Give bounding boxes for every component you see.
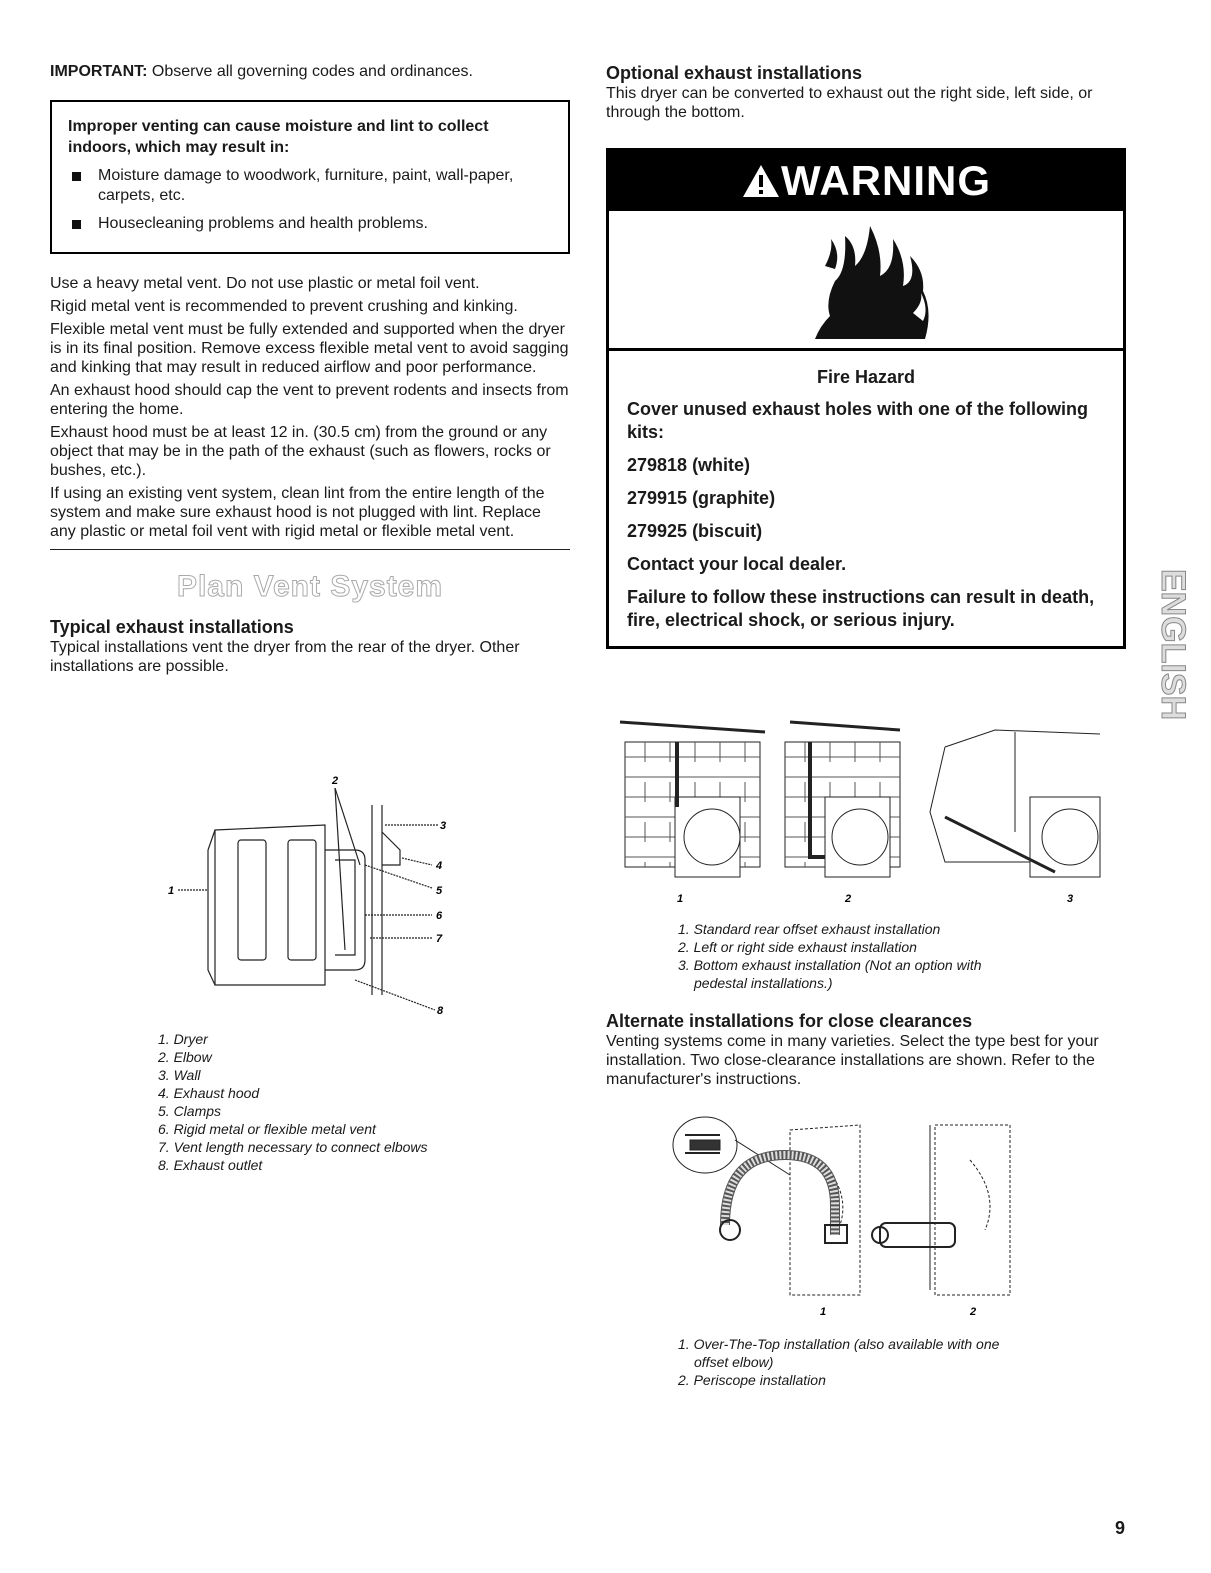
install-label: 1	[677, 893, 684, 905]
caution-title: Improper venting can cause moisture and lint to collect indoors, which may result in:	[68, 118, 489, 156]
diagram-label: 7	[436, 933, 443, 945]
warning-line: 279915 (graphite)	[627, 488, 776, 508]
warning-line: Contact your local dealer.	[627, 554, 847, 574]
alt-label: 2	[970, 1306, 977, 1318]
section-title: Plan Vent System	[176, 570, 444, 603]
paragraph: Use a heavy metal vent. Do not use plastic or metal foil vent.	[50, 275, 480, 292]
legend-item: 2. Elbow	[158, 1049, 212, 1065]
section-divider	[50, 549, 570, 550]
page-number: 9	[1115, 1518, 1126, 1538]
alternate-heading: Alternate installations for close clearances	[606, 1011, 973, 1031]
paragraph: Flexible metal vent must be fully extended and supported when the dryer is in its final position. Remove excess flexible metal vent to avoid sagging and kinking that may result in reduced airflow and poor performance.	[50, 321, 569, 376]
language-side-tab	[1150, 565, 1192, 760]
typical-heading: Typical exhaust installations	[50, 617, 294, 637]
legend-item: 6. Rigid metal or flexible metal vent	[158, 1121, 376, 1137]
legend-item: 3. Bottom exhaust installation (Not an option with	[678, 957, 982, 973]
legend-item: 1. Over-The-Top installation (also available with one	[678, 1336, 1000, 1352]
warning-icon-area	[609, 211, 1123, 351]
legend-item: pedestal installations.)	[694, 975, 833, 991]
caution-list	[68, 166, 552, 234]
warning-line: 279818 (white)	[627, 455, 751, 475]
caution-item: Moisture damage to woodwork, furniture, paint, wall-paper, carpets, etc.	[68, 166, 552, 206]
install-label: 2	[845, 893, 852, 905]
fire-hazard-icon	[805, 221, 935, 341]
legend-item: 7. Vent length necessary to connect elbows	[158, 1139, 428, 1155]
install-label: 3	[1067, 893, 1074, 905]
warning-body	[609, 351, 1123, 646]
caution-item: Housecleaning problems and health problems.	[68, 214, 552, 234]
legend-item: 3. Wall	[158, 1067, 201, 1083]
right-column	[606, 62, 1126, 649]
diagram-label: 6	[436, 910, 443, 922]
alt-label: 1	[820, 1306, 827, 1318]
paragraph: If using an existing vent system, clean lint from the entire length of the system and make sure exhaust hood is not plugged with lint. Replace any plastic or metal foil vent with rigid metal or flexible metal vent.	[50, 485, 545, 540]
alt-legend	[678, 1335, 999, 1389]
legend-item: 2. Periscope installation	[678, 1372, 826, 1388]
paragraph: Rigid metal vent is recommended to prevent crushing and kinking.	[50, 298, 518, 315]
diagram-label: 2	[332, 775, 339, 787]
warning-hazard: Fire Hazard	[816, 367, 916, 387]
optional-heading: Optional exhaust installations	[606, 63, 863, 83]
warning-line: 279925 (biscuit)	[627, 521, 763, 541]
optional-text: This dryer can be converted to exhaust out the right side, left side, or through the bottom.	[606, 85, 1093, 121]
warning-line: Cover unused exhaust holes with one of the following kits:	[627, 399, 1089, 442]
optional-installation-diagrams	[615, 712, 1115, 912]
warning-box	[606, 148, 1126, 649]
paragraph: Exhaust hood must be at least 12 in. (30.5 cm) from the ground or any object that may be in the path of the exhaust (such as flowers, rocks or bushes, etc.).	[50, 424, 551, 479]
legend-item: 4. Exhaust hood	[158, 1085, 260, 1101]
diagram-label: 3	[440, 820, 447, 832]
legend-item: 8. Exhaust outlet	[158, 1157, 263, 1173]
typical-legend	[158, 1030, 428, 1174]
legend-item: 2. Left or right side exhaust installation	[678, 939, 917, 955]
paragraph: An exhaust hood should cap the vent to prevent rodents and insects from entering the home.	[50, 382, 569, 418]
diagram-label: 1	[168, 885, 175, 897]
typical-text: Typical installations vent the dryer from the rear of the dryer. Other installations are possible.	[50, 639, 520, 675]
important-note	[50, 62, 570, 82]
typical-installation-diagram	[160, 770, 460, 1020]
warning-triangle-icon	[741, 163, 781, 199]
warning-line: Failure to follow these instructions can result in death, fire, electrical shock, or serious injury.	[627, 587, 1095, 630]
diagram-label: 8	[437, 1005, 444, 1017]
side-tab-text: ENGLISH	[1154, 569, 1192, 721]
legend-item: 1. Standard rear offset exhaust installation	[678, 921, 941, 937]
diagram-label: 4	[436, 860, 443, 872]
left-column	[50, 62, 570, 676]
legend-item: 1. Dryer	[158, 1031, 208, 1047]
warning-header	[609, 151, 1123, 211]
alternate-text: Venting systems come in many varieties. Select the type best for your installation. Two close-clearance installations are shown. Refer to the manufacturer's instructions.	[606, 1033, 1099, 1088]
install-legend	[678, 920, 982, 992]
legend-item: offset elbow)	[694, 1354, 774, 1370]
important-text: Observe all governing codes and ordinances.	[147, 63, 473, 80]
alternate-installation-diagrams	[665, 1105, 1025, 1325]
diagram-label: 5	[436, 885, 443, 897]
caution-box	[50, 100, 570, 254]
alternate-section	[606, 1010, 1126, 1089]
important-label: IMPORTANT:	[50, 63, 148, 80]
warning-title: WARNING	[781, 157, 991, 204]
legend-item: 5. Clamps	[158, 1103, 222, 1119]
